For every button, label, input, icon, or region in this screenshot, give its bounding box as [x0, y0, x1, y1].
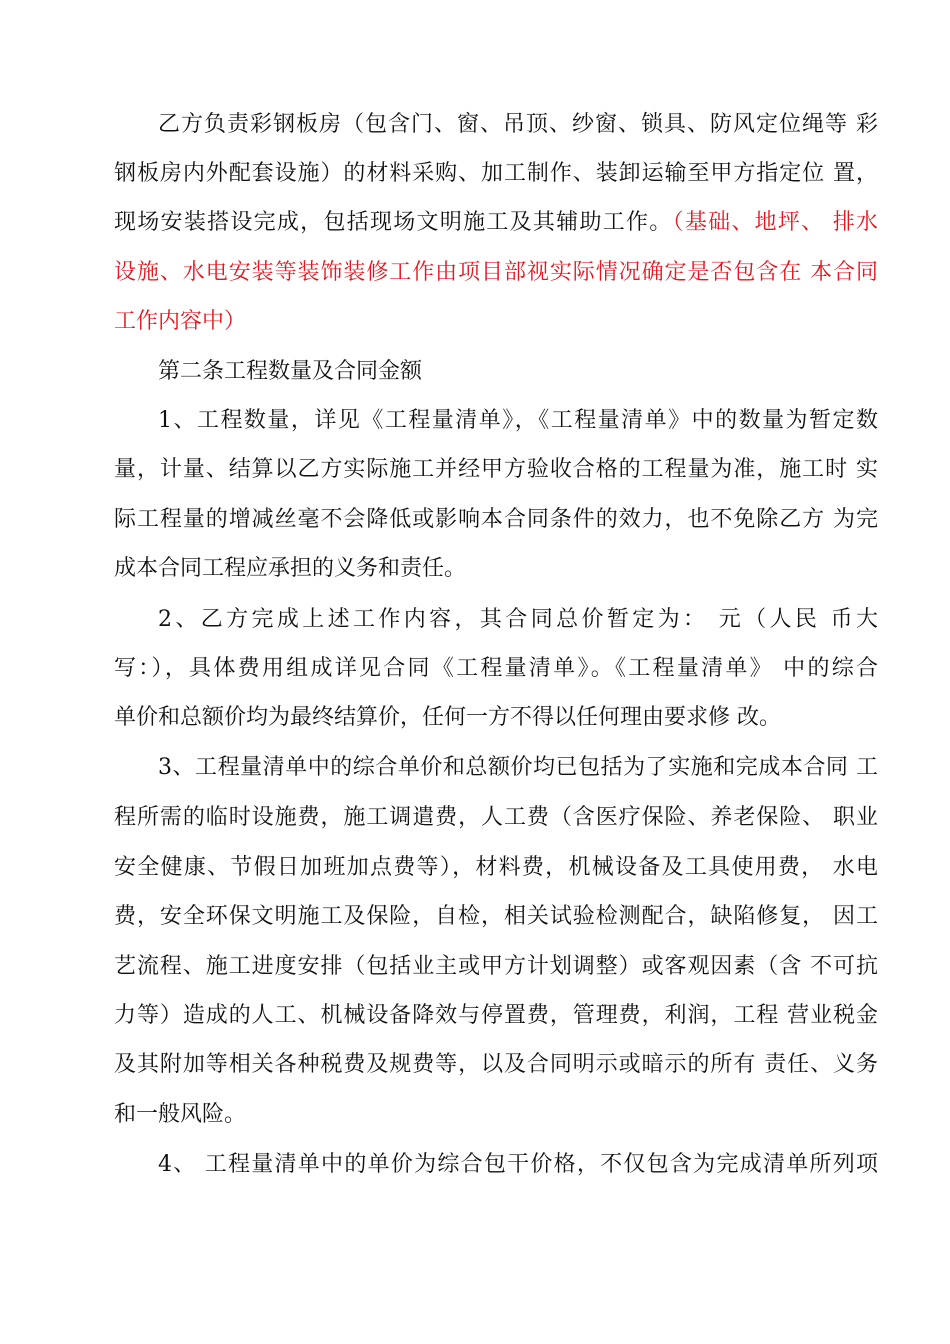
scope-paragraph-line-2: 钢板房内外配套设施）的材料采购、加工制作、装卸运输至甲方指定位 置， — [114, 161, 878, 186]
clause-1-line-2: 量，计量、结算以乙方实际施工并经甲方验收合格的工程量为准，施工时 实 — [114, 457, 878, 482]
scope-text-black: 现场安装搭设完成，包括现场文明施工及其辅助工作。 — [114, 210, 673, 235]
scope-note-line-5: 工作内容中） — [114, 309, 247, 334]
clause-3-line-3: 安全健康、节假日加班加点费等），材料费，机械设备及工具使用费， 水电 — [114, 855, 878, 880]
clause-3-line-2: 程所需的临时设施费，施工调遣费，人工费（含医疗保险、养老保险、 职业 — [114, 805, 878, 830]
scope-paragraph-line-1: 乙方负责彩钢板房（包含门、窗、吊顶、纱窗、锁具、防风定位绳等 彩 — [158, 112, 878, 137]
clause-3-line-1: 3、工程量清单中的综合单价和总额价均已包括为了实施和完成本合同 工 — [158, 755, 878, 780]
scope-note-red: （基础、地坪、 排水 — [672, 210, 878, 235]
clause-2-line-3: 单价和总额价均为最终结算价，任何一方不得以任何理由要求修 改。 — [114, 705, 781, 730]
clause-1-line-4: 成本合同工程应承担的义务和责任。 — [114, 556, 467, 581]
clause-3-line-6: 力等）造成的人工、机械设备降效与停置费，管理费，利润，工程 营业税金 — [114, 1003, 878, 1028]
clause-3-line-8: 和一般风险。 — [114, 1102, 247, 1127]
scope-paragraph-line-3 — [114, 202, 878, 244]
clause-4-line-1: 4、 工程量清单中的单价为综合包干价格，不仅包含为完成清单所列项 — [158, 1152, 878, 1177]
article-two-heading: 第二条工程数量及合同金额 — [158, 359, 423, 384]
clause-2-line-2: 写：），具体费用组成详见合同《工程量清单》。《工程量清单》 中的综合 — [114, 656, 878, 681]
clause-1-line-1: 1、工程数量，详见《工程量清单》，《工程量清单》中的数量为暂定数 — [158, 408, 878, 433]
clause-3-line-7: 及其附加等相关各种税费及规费等，以及合同明示或暗示的所有 责任、义务 — [114, 1052, 878, 1077]
clause-2-line-1: 2、乙方完成上述工作内容，其合同总价暂定为： 元（人民 币大 — [158, 607, 878, 632]
clause-3-line-5: 艺流程、施工进度安排（包括业主或甲方计划调整）或客观因素（含 不可抗 — [114, 954, 878, 979]
scope-note-line-4: 设施、水电安装等装饰装修工作由项目部视实际情况确定是否包含在 本合同 — [114, 260, 878, 285]
clause-1-line-3: 际工程量的增减丝毫不会降低或影响本合同条件的效力，也不免除乙方 为完 — [114, 507, 878, 532]
clause-3-line-4: 费，安全环保文明施工及保险，自检，相关试验检测配合，缺陷修复， 因工 — [114, 904, 878, 929]
